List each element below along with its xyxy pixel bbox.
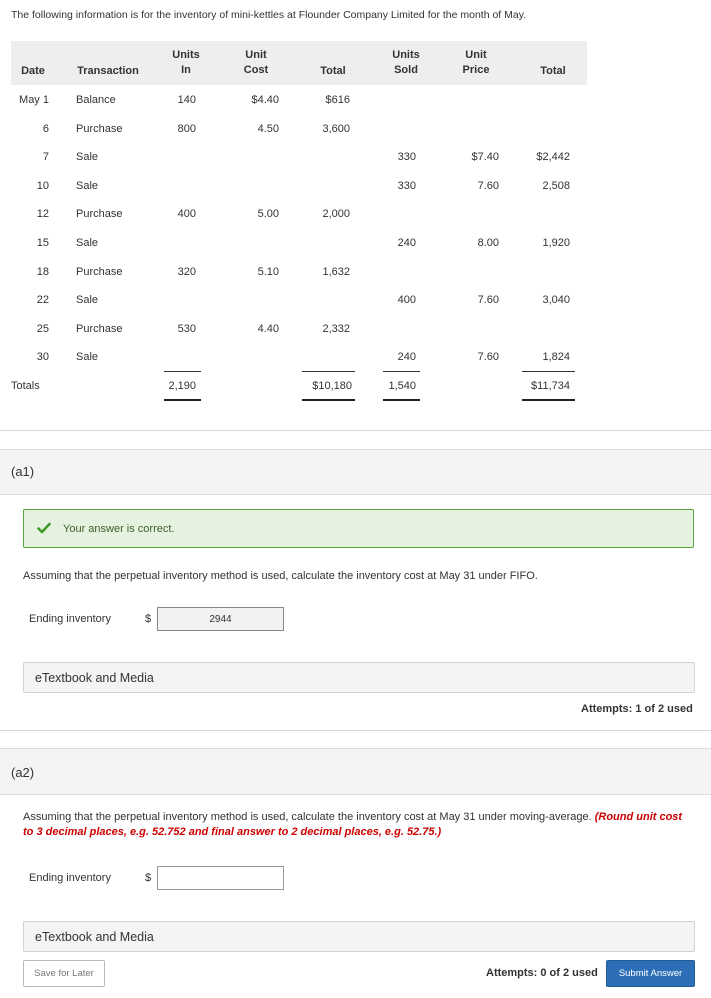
part-a1-question: Assuming that the perpetual inventory method is used, calculate the inventory cost at May 31 under FIFO.: [23, 570, 538, 582]
submit-answer-button[interactable]: Submit Answer: [606, 960, 695, 987]
totals-label: Totals: [11, 380, 40, 392]
double-underline-total-in: [302, 399, 355, 401]
cell-transaction: Sale: [76, 294, 99, 306]
cell-unit-cost: 4.40: [257, 323, 279, 335]
correct-answer-banner: [23, 509, 694, 548]
cell-unit-cost: 5.10: [257, 266, 279, 278]
a2-attempts: Attempts: 0 of 2 used: [486, 967, 598, 979]
underline-total-in: [302, 371, 355, 372]
cell-units-in: 530: [177, 323, 196, 335]
cell-units-in: 320: [177, 266, 196, 278]
a2-ending-inventory-label: Ending inventory: [29, 872, 111, 884]
cell-transaction: Sale: [76, 351, 99, 363]
cell-total-out: 2,508: [542, 180, 570, 192]
a2-ending-inventory-input[interactable]: [157, 866, 284, 890]
cell-date: 25: [36, 323, 49, 335]
problem-intro: The following information is for the inventory of mini-kettles at Flounder Company Limited for the month of May.: [11, 9, 527, 21]
totals-total-out: $11,734: [531, 380, 570, 392]
section-divider: [0, 430, 711, 431]
header-total-out: Total: [540, 65, 566, 77]
cell-date: May 1: [19, 94, 49, 106]
cell-total-in: 1,632: [322, 266, 350, 278]
cell-date: 12: [36, 208, 49, 220]
cell-date: 6: [42, 123, 49, 135]
a1-dollar-sign: $: [145, 613, 152, 625]
correct-message: Your answer is correct.: [63, 523, 175, 535]
cell-unit-price: 8.00: [477, 237, 499, 249]
cell-unit-price: 7.60: [477, 180, 499, 192]
save-for-later-button[interactable]: Save for Later: [23, 960, 105, 987]
part-a2-question: [23, 810, 695, 840]
cell-unit-cost: 4.50: [257, 123, 279, 135]
header-unit-price: Unit Price: [462, 49, 490, 76]
section-divider-2: [0, 730, 711, 731]
cell-total-out: 3,040: [542, 294, 570, 306]
cell-units-in: 800: [177, 123, 196, 135]
header-units-in: Units In: [172, 49, 200, 76]
cell-unit-price: 7.60: [477, 294, 499, 306]
cell-unit-cost: $4.40: [251, 94, 279, 106]
cell-transaction: Balance: [76, 94, 116, 106]
cell-date: 7: [42, 151, 49, 163]
a1-ending-inventory-input[interactable]: [157, 607, 284, 631]
header-unit-cost: Unit Cost: [243, 49, 269, 76]
cell-units-sold: 330: [397, 151, 416, 163]
cell-unit-cost: 5.00: [257, 208, 279, 220]
a2-rounding-instruction: (Round unit cost to 3 decimal places, e.g. 52.752 and final answer to 2 decimal places, e.g. 52.75.): [23, 811, 683, 838]
cell-total-out: $2,442: [536, 151, 570, 163]
header-units-sold: Units Sold: [392, 49, 420, 76]
cell-total-in: $616: [325, 94, 350, 106]
a1-ending-inventory-label: Ending inventory: [29, 613, 111, 625]
cell-transaction: Sale: [76, 151, 99, 163]
header-total-in: Total: [320, 65, 346, 77]
cell-transaction: Purchase: [76, 123, 123, 135]
part-a2-header: [0, 748, 711, 795]
cell-total-in: 2,000: [322, 208, 350, 220]
cell-transaction: Sale: [76, 237, 99, 249]
a1-etextbook-media-button[interactable]: eTextbook and Media: [23, 662, 695, 693]
cell-transaction: Sale: [76, 180, 99, 192]
cell-date: 30: [36, 351, 49, 363]
cell-date: 10: [36, 180, 49, 192]
totals-units-sold: 1,540: [388, 380, 416, 392]
cell-unit-price: $7.40: [471, 151, 499, 163]
cell-total-in: 3,600: [322, 123, 350, 135]
underline-units-in: [164, 371, 201, 372]
cell-transaction: Purchase: [76, 208, 123, 220]
cell-units-in: 140: [177, 94, 196, 106]
cell-units-in: 400: [177, 208, 196, 220]
double-underline-units-sold: [383, 399, 420, 401]
cell-units-sold: 400: [397, 294, 416, 306]
checkmark-icon: [37, 521, 51, 535]
part-a2-label: (a2): [11, 765, 35, 780]
header-date: Date: [21, 65, 45, 77]
cell-date: 22: [36, 294, 49, 306]
cell-units-sold: 240: [397, 351, 416, 363]
part-a1-label: (a1): [11, 464, 35, 479]
cell-transaction: Purchase: [76, 323, 123, 335]
header-transaction: Transaction: [77, 65, 139, 77]
a2-question-text: Assuming that the perpetual inventory method is used, calculate the inventory cost at May 31 under moving-average.: [23, 811, 592, 823]
double-underline-total-out: [522, 399, 575, 401]
cell-units-sold: 240: [397, 237, 416, 249]
totals-units-in: 2,190: [168, 380, 196, 392]
double-underline-units-in: [164, 399, 201, 401]
cell-date: 18: [36, 266, 49, 278]
a2-etextbook-media-button[interactable]: eTextbook and Media: [23, 921, 695, 952]
part-a1-header: [0, 449, 711, 495]
a1-attempts: Attempts: 1 of 2 used: [581, 703, 693, 715]
a2-dollar-sign: $: [145, 872, 152, 884]
cell-transaction: Purchase: [76, 266, 123, 278]
cell-total-out: 1,824: [542, 351, 570, 363]
underline-total-out: [522, 371, 575, 372]
cell-units-sold: 330: [397, 180, 416, 192]
cell-total-in: 2,332: [322, 323, 350, 335]
cell-total-out: 1,920: [542, 237, 570, 249]
cell-unit-price: 7.60: [477, 351, 499, 363]
cell-date: 15: [36, 237, 49, 249]
totals-total-in: $10,180: [312, 380, 352, 392]
underline-units-sold: [383, 371, 420, 372]
